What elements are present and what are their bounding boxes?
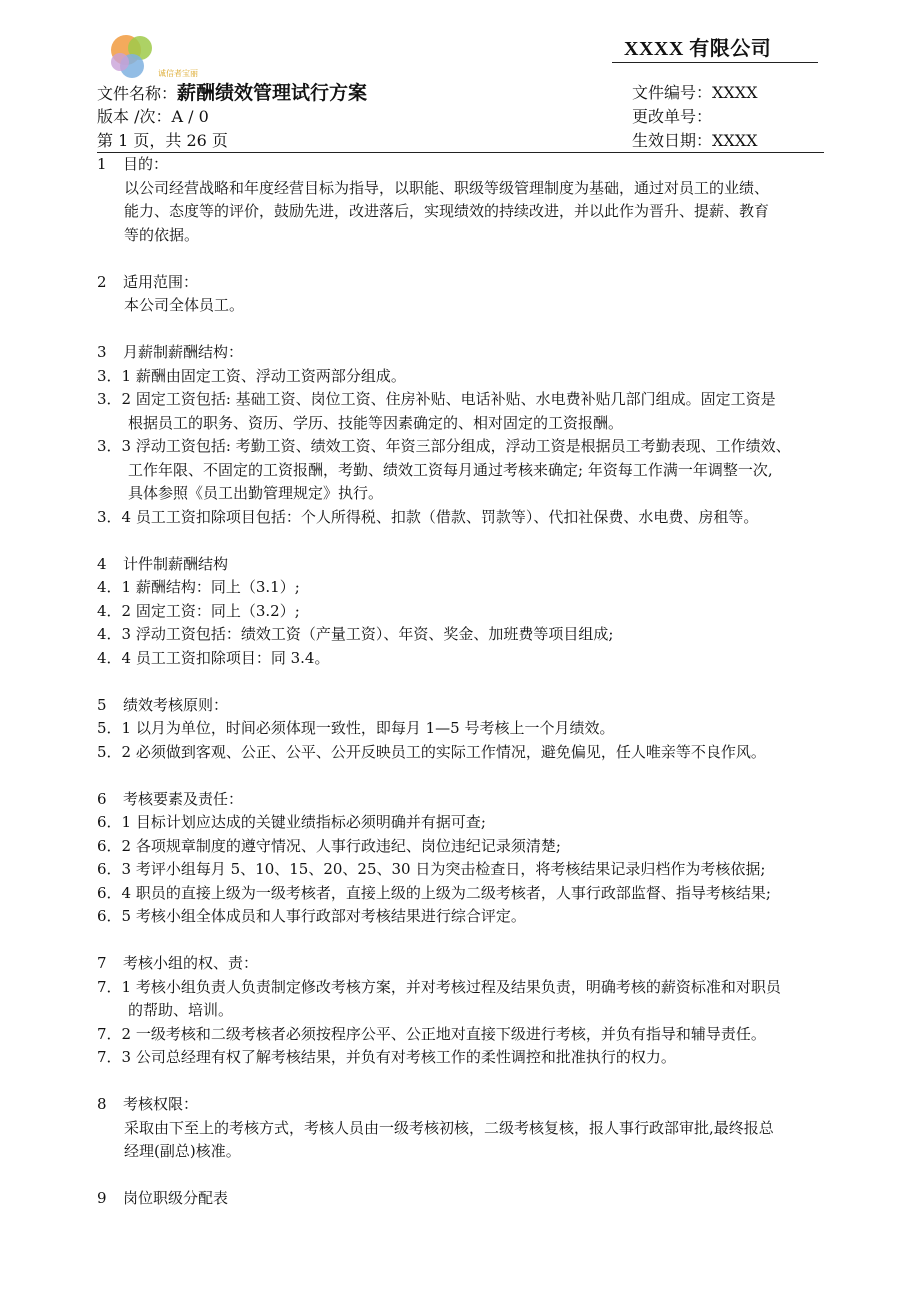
section-heading: 1 目的：	[97, 155, 169, 173]
list-item: 3．4 员工工资扣除项目包括：个人所得税、扣款（借款、罚款等）、代扣社保费、水电费、房租等。	[97, 507, 759, 526]
document-body	[97, 153, 832, 1211]
list-item: 7．2 一级考核和二级考核者必须按程序公平、公正地对直接下级进行考核，并负有指导和辅导责任。	[97, 1024, 766, 1043]
version: 版本 /次：A / 0	[97, 107, 209, 126]
list-item: 3．1 薪酬由固定工资、浮动工资两部分组成。	[97, 366, 406, 385]
list-item: 6．5 考核小组全体成员和人事行政部对考核结果进行综合评定。	[97, 907, 526, 925]
list-item: 6．4 职员的直接上级为一级考核者，直接上级的上级为二级考核者，人事行政部监督、指导考核结果;	[97, 883, 771, 902]
list-item: 7．1 考核小组负责人负责制定修改考核方案，并对考核过程及结果负责，明确考核的薪资标准和对职员	[97, 977, 781, 996]
file-name-label: 文件名称：	[97, 84, 178, 103]
list-item: 4．1 薪酬结构：同上（3.1）;	[97, 578, 300, 596]
section-heading: 7 考核小组的权、责：	[97, 954, 259, 972]
list-item-continuation: 的帮助、培训。	[128, 1001, 234, 1019]
list-item: 5．1 以月为单位，时间必须体现一致性，即每月 1—5 号考核上一个月绩效。	[97, 719, 615, 737]
list-item: 3．2 固定工资包括: 基础工资、岗位工资、住房补贴、电话补贴、水电费补贴几部门组成。固定工资是	[97, 390, 776, 408]
effective-date: 生效日期：XXXX	[632, 131, 758, 150]
section-heading: 2 适用范围：	[97, 272, 199, 291]
paragraph-line: 以公司经营战略和年度经营目标为指导，以职能、职级等级管理制度为基础，通过对员工的业绩、	[124, 178, 770, 197]
list-item: 4．3 浮动工资包括：绩效工资（产量工资）、年资、奖金、加班费等项目组成;	[97, 625, 614, 643]
list-item: 7．3 公司总经理有权了解考核结果，并负有对考核工作的柔性调控和批准执行的权力。	[97, 1048, 676, 1066]
company-underline	[612, 62, 818, 63]
list-item: 6．2 各项规章制度的遵守情况、人事行政违纪、岗位违纪记录须清楚;	[97, 836, 561, 855]
section-heading: 9 岗位职级分配表	[97, 1189, 229, 1207]
paragraph-line: 经理(副总)核准。	[124, 1142, 241, 1160]
list-item: 6．3 考评小组每月 5、10、15、20、25、30 日为突击检查日，将考核结果记录归档作为考核依据;	[97, 860, 766, 878]
section-heading: 5 绩效考核原则：	[97, 695, 229, 714]
list-item: 6．1 目标计划应达成的关键业绩指标必须明确并有据可查;	[97, 813, 486, 831]
paragraph-line: 采取由下至上的考核方式，考核人员由一级考核初核，二级考核复核，报人事行政部审批,最终报总	[124, 1118, 774, 1137]
list-item-continuation: 工作年限、不固定的工资报酬，考勤、绩效工资每月通过考核来确定; 年资每工作满一年调整一次,	[128, 460, 773, 479]
document-title: 薪酬绩效管理试行方案	[177, 82, 368, 104]
logo-text: 诚信者宝丽	[158, 69, 198, 78]
list-item: 5．2 必须做到客观、公正、公平、公开反映员工的实际工作情况，避免偏见，任人唯亲等不良作风。	[97, 742, 766, 761]
file-name-row	[97, 78, 367, 105]
list-item: 4．2 固定工资：同上（3.2）;	[97, 601, 300, 620]
page-info: 第 1 页，共 26 页	[97, 131, 228, 150]
paragraph-line: 等的依据。	[124, 225, 200, 244]
flower-logo-icon	[104, 28, 160, 84]
list-item-continuation: 根据员工的职务、资历、学历、技能等因素确定的、相对固定的工资报酬。	[128, 413, 624, 432]
paragraph-line: 能力、态度等的评价，鼓励先进，改进落后，实现绩效的持续改进，并以此作为晋升、提薪、教育	[124, 202, 770, 220]
section-heading: 8 考核权限：	[97, 1095, 199, 1113]
section-heading: 3 月薪制薪酬结构：	[97, 343, 244, 361]
paragraph-line: 本公司全体员工。	[124, 296, 245, 314]
list-item: 3．3 浮动工资包括: 考勤工资、绩效工资、年资三部分组成，浮动工资是根据员工考勤表现、工作绩效、	[97, 437, 791, 455]
list-item: 4．4 员工工资扣除项目：同 3.4。	[97, 648, 330, 667]
section-heading: 4 计件制薪酬结构	[97, 554, 229, 573]
section-heading: 6 考核要素及责任：	[97, 789, 244, 808]
list-item-continuation: 具体参照《员工出勤管理规定》执行。	[128, 484, 384, 502]
file-number: 文件编号：XXXX	[632, 83, 758, 102]
company-name: XXXX 有限公司	[624, 38, 772, 60]
change-number: 更改单号：	[632, 107, 713, 126]
